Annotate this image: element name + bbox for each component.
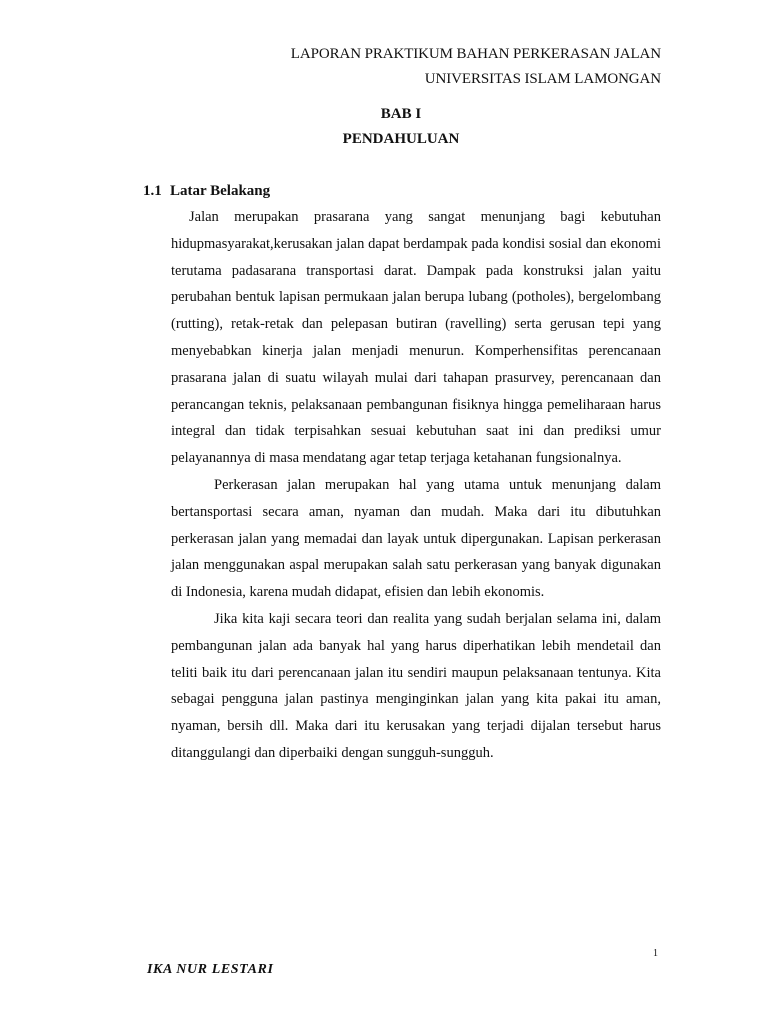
paragraph: Jika kita kaji secara teori dan realita yang sudah berjalan selama ini, dalam pembangunan jalan ada banyak hal yang harus diperhatikan lebih mendetail dan teliti baik itu dari perencanaan jalan itu sendiri maupun pelaksanaan tentunya. Kita sebagai pengguna jalan pastinya menginginkan jalan yang kita pakai itu aman, nyaman, bersih dll. Maka dari itu kerusakan yang terjadi dijalan tersebut harus ditanggulangi dan diperbaiki dengan sungguh-sungguh.: [171, 610, 661, 761]
chapter-title: PENDAHULUAN: [342, 131, 460, 147]
section-heading: [143, 183, 270, 200]
body-text: [171, 204, 661, 767]
footer-author-name: IKA NUR LESTARI: [147, 962, 274, 977]
paragraph: Perkerasan jalan merupakan hal yang utama untuk menunjang dalam bertansportasi secara aman, nyaman dan mudah. Maka dari itu dibutuhkan perkerasan jalan yang memadai dan layak untuk dipergunakan. Lapisan perkerasan jalan menggunakan aspal merupakan salah satu perkerasan yang banyak digunakan di Indonesia, karena mudah didapat, efisien dan lebih ekonomis.: [171, 476, 661, 601]
section-number: 1.1: [143, 183, 162, 199]
chapter-number: BAB I: [380, 106, 422, 122]
page-number: 1: [653, 948, 658, 959]
section-title: Latar Belakang: [170, 183, 271, 199]
paragraph: Jalan merupakan prasarana yang sangat menunjang bagi kebutuhan hidupmasyarakat,kerusakan jalan dapat berdampak pada kondisi sosial dan ekonomi terutama padasarana transportasi darat. Dampak pada konstruksi jalan yaitu perubahan bentuk lapisan permukaan jalan berupa lubang (potholes), bergelombang (rutting), retak-retak dan pelepasan butiran (ravelling) serta gerusan tepi yang menyebabkan kinerja jalan menjadi menurun. Komperhensifitas perencanaan prasarana jalan di suatu wilayah mulai dari tahapan prasurvey, perencanaan dan perancangan teknis, pelaksanaan pembangunan fisiknya hingga pemeliharaan harus integral dan tidak terpisahkan sesuai kebutuhan saat ini dan prediksi umur pelayanannya di masa mendatang agar tetap terjaga ketahanan fungsionalnya.: [171, 209, 661, 467]
report-header-title: LAPORAN PRAKTIKUM BAHAN PERKERASAN JALAN: [290, 46, 661, 62]
report-header-university: UNIVERSITAS ISLAM LAMONGAN: [424, 71, 661, 87]
